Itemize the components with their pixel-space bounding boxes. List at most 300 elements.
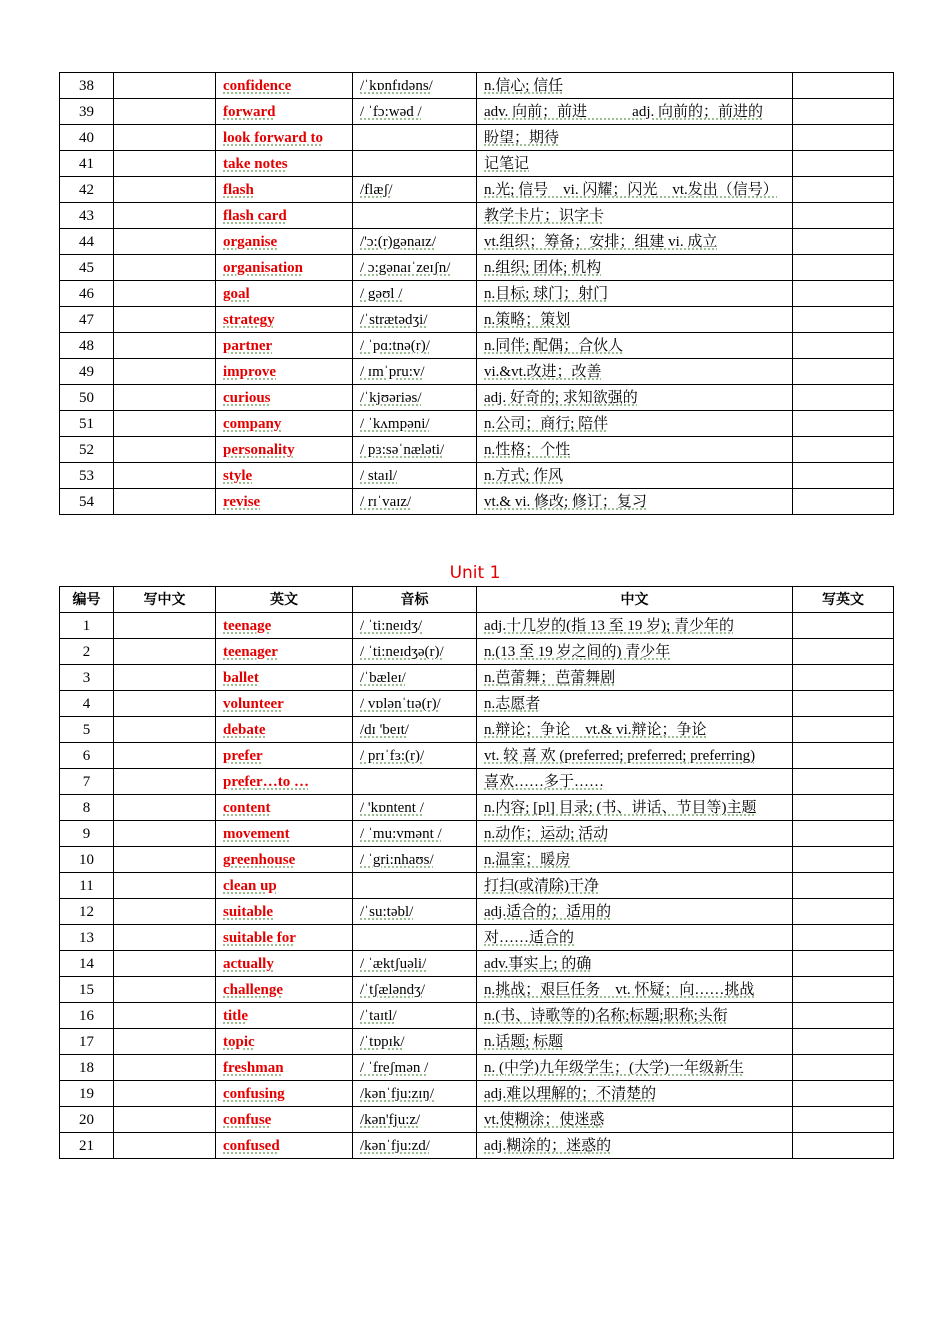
phonetic: [353, 847, 477, 873]
english-word: [216, 255, 353, 281]
english-word-text: challenge: [223, 982, 283, 998]
write-chinese-cell: [114, 769, 216, 795]
chinese-meaning-text: adj.糊涂的；迷惑的: [484, 1138, 612, 1154]
phonetic: [353, 411, 477, 437]
english-word: [216, 307, 353, 333]
english-word: [216, 359, 353, 385]
write-chinese-cell: [114, 847, 216, 873]
row-number: 53: [60, 463, 114, 489]
row-number: 52: [60, 437, 114, 463]
write-chinese-cell: [114, 411, 216, 437]
english-word-text: look forward to: [223, 130, 323, 146]
chinese-meaning: [477, 177, 793, 203]
chinese-meaning: [477, 743, 793, 769]
english-word: [216, 1055, 353, 1081]
write-english-cell: [793, 151, 894, 177]
row-number: 6: [60, 743, 114, 769]
chinese-meaning-text: 记笔记: [484, 156, 530, 172]
english-word-text: organise: [223, 234, 278, 250]
chinese-meaning: [477, 333, 793, 359]
table-row: [60, 769, 894, 795]
phonetic-text: / ˈfreʃmən /: [360, 1060, 429, 1076]
row-number: 17: [60, 1029, 114, 1055]
table-row: [60, 665, 894, 691]
chinese-meaning: [477, 925, 793, 951]
header-phonetic: 音标: [353, 587, 477, 613]
chinese-meaning: [477, 847, 793, 873]
phonetic-text: /ˈbæleɪ/: [360, 670, 406, 686]
chinese-meaning: [477, 821, 793, 847]
phonetic-text: /ˈtaɪtl/: [360, 1008, 397, 1024]
write-chinese-cell: [114, 203, 216, 229]
row-number: 47: [60, 307, 114, 333]
chinese-meaning: [477, 795, 793, 821]
english-word-text: greenhouse: [223, 852, 296, 868]
chinese-meaning: [477, 951, 793, 977]
table-row: [60, 151, 894, 177]
write-english-cell: [793, 899, 894, 925]
chinese-meaning-text: vt.组织；筹备；安排；组建 vi. 成立: [484, 234, 718, 250]
phonetic: [353, 73, 477, 99]
english-word: [216, 203, 353, 229]
write-english-cell: [793, 489, 894, 515]
chinese-meaning-text: adv. 向前；前进 adj. 向前的；前进的: [484, 104, 764, 120]
write-chinese-cell: [114, 743, 216, 769]
english-word-text: teenage: [223, 618, 272, 634]
row-number: 38: [60, 73, 114, 99]
chinese-meaning-text: n.信心; 信任: [484, 78, 564, 94]
english-word-text: company: [223, 416, 282, 432]
vocab-table-continued: [59, 72, 894, 515]
chinese-meaning: [477, 1055, 793, 1081]
row-number: 49: [60, 359, 114, 385]
table-row: [60, 255, 894, 281]
row-number: 7: [60, 769, 114, 795]
english-word-text: freshman: [223, 1060, 284, 1076]
chinese-meaning-text: n.话题; 标题: [484, 1034, 564, 1050]
chinese-meaning: [477, 203, 793, 229]
phonetic: [353, 1003, 477, 1029]
write-english-cell: [793, 821, 894, 847]
chinese-meaning-text: n.温室；暖房: [484, 852, 571, 868]
write-english-cell: [793, 203, 894, 229]
write-chinese-cell: [114, 665, 216, 691]
english-word-text: clean up: [223, 878, 277, 894]
english-word: [216, 691, 353, 717]
table-row: [60, 1055, 894, 1081]
english-word: [216, 717, 353, 743]
chinese-meaning: [477, 151, 793, 177]
english-word: [216, 99, 353, 125]
write-chinese-cell: [114, 795, 216, 821]
table-row: [60, 333, 894, 359]
write-chinese-cell: [114, 1107, 216, 1133]
phonetic-text: / prɪˈfɜ:(r)/: [360, 748, 425, 764]
write-english-cell: [793, 333, 894, 359]
english-word: [216, 951, 353, 977]
phonetic: [353, 1055, 477, 1081]
english-word: [216, 639, 353, 665]
row-number: 50: [60, 385, 114, 411]
english-word: [216, 821, 353, 847]
row-number: 9: [60, 821, 114, 847]
write-chinese-cell: [114, 873, 216, 899]
phonetic: [353, 203, 477, 229]
write-chinese-cell: [114, 1081, 216, 1107]
table-row: [60, 951, 894, 977]
table-row: [60, 1029, 894, 1055]
write-chinese-cell: [114, 1003, 216, 1029]
english-word-text: teenager: [223, 644, 278, 660]
chinese-meaning-text: n.组织; 团体; 机构: [484, 260, 602, 276]
write-chinese-cell: [114, 489, 216, 515]
table-row: [60, 125, 894, 151]
english-word: [216, 847, 353, 873]
table-row: [60, 977, 894, 1003]
table-row: [60, 177, 894, 203]
chinese-meaning-text: n.芭蕾舞；芭蕾舞剧: [484, 670, 616, 686]
write-chinese-cell: [114, 899, 216, 925]
write-chinese-cell: [114, 281, 216, 307]
english-word-text: confusing: [223, 1086, 285, 1102]
write-english-cell: [793, 281, 894, 307]
phonetic-text: / ˈti:neɪdʒ/: [360, 618, 423, 634]
english-word-text: title: [223, 1008, 248, 1024]
chinese-meaning-text: vt. 较 喜 欢 (preferred; preferred; preferring): [484, 748, 756, 764]
english-word: [216, 899, 353, 925]
write-english-cell: [793, 99, 894, 125]
chinese-meaning-text: n.挑战；艰巨任务 vt. 怀疑；向……挑战: [484, 982, 755, 998]
phonetic-text: / ˈkʌmpəni/: [360, 416, 430, 432]
phonetic-text: /ˈsu:təbl/: [360, 904, 414, 920]
phonetic-text: /ˈtɒpɪk/: [360, 1034, 405, 1050]
write-chinese-cell: [114, 359, 216, 385]
chinese-meaning-text: n.目标; 球门；射门: [484, 286, 609, 302]
english-word-text: content: [223, 800, 271, 816]
english-word-text: debate: [223, 722, 266, 738]
write-chinese-cell: [114, 639, 216, 665]
row-number: 12: [60, 899, 114, 925]
english-word: [216, 489, 353, 515]
phonetic-text: / ɔ:gənaɪˈzeɪʃn/: [360, 260, 451, 276]
table-row: [60, 821, 894, 847]
write-english-cell: [793, 951, 894, 977]
english-word: [216, 1107, 353, 1133]
english-word-text: organisation: [223, 260, 304, 276]
row-number: 39: [60, 99, 114, 125]
phonetic-text: /ˈtʃæləndʒ/: [360, 982, 425, 998]
english-word: [216, 229, 353, 255]
phonetic: [353, 873, 477, 899]
chinese-meaning-text: n.(书、诗歌等的)名称;标题;职称;头衔: [484, 1008, 728, 1024]
write-english-cell: [793, 639, 894, 665]
write-english-cell: [793, 977, 894, 1003]
english-word: [216, 385, 353, 411]
english-word: [216, 613, 353, 639]
phonetic: [353, 639, 477, 665]
table-row: [60, 463, 894, 489]
chinese-meaning-text: vi.&vt.改进；改善: [484, 364, 602, 380]
chinese-meaning-text: 喜欢……多于……: [484, 774, 605, 790]
english-word-text: take notes: [223, 156, 288, 172]
row-number: 14: [60, 951, 114, 977]
english-word-text: curious: [223, 390, 271, 406]
english-word: [216, 1029, 353, 1055]
phonetic: [353, 359, 477, 385]
write-chinese-cell: [114, 151, 216, 177]
english-word-text: prefer: [223, 748, 263, 764]
chinese-meaning: [477, 411, 793, 437]
english-word: [216, 743, 353, 769]
phonetic: [353, 177, 477, 203]
english-word-text: goal: [223, 286, 250, 302]
english-word-text: forward: [223, 104, 276, 120]
chinese-meaning: [477, 73, 793, 99]
row-number: 11: [60, 873, 114, 899]
chinese-meaning-text: adj. 好奇的; 求知欲强的: [484, 390, 638, 406]
chinese-meaning: [477, 769, 793, 795]
write-english-cell: [793, 437, 894, 463]
phonetic: [353, 951, 477, 977]
phonetic-text: / ˈpɑ:tnə(r)/: [360, 338, 430, 354]
english-word-text: movement: [223, 826, 290, 842]
phonetic-text: / vɒlənˈtɪə(r)/: [360, 696, 441, 712]
english-word-text: volunteer: [223, 696, 284, 712]
chinese-meaning-text: n.辩论；争论 vt.& vi.辩论；争论: [484, 722, 707, 738]
write-chinese-cell: [114, 73, 216, 99]
table-row: [60, 1081, 894, 1107]
vocab-rows-top: [60, 73, 894, 515]
chinese-meaning: [477, 873, 793, 899]
phonetic-text: / rɪˈvaɪz/: [360, 494, 412, 510]
phonetic: [353, 1133, 477, 1159]
row-number: 20: [60, 1107, 114, 1133]
write-english-cell: [793, 385, 894, 411]
chinese-meaning-text: n.同伴; 配偶；合伙人: [484, 338, 624, 354]
row-number: 18: [60, 1055, 114, 1081]
write-english-cell: [793, 125, 894, 151]
write-chinese-cell: [114, 925, 216, 951]
table-row: [60, 385, 894, 411]
row-number: 41: [60, 151, 114, 177]
phonetic-text: / ɪmˈpru:v/: [360, 364, 425, 380]
table-row: [60, 359, 894, 385]
header-row: [60, 587, 894, 613]
english-word-text: personality: [223, 442, 295, 458]
chinese-meaning: [477, 691, 793, 717]
row-number: 44: [60, 229, 114, 255]
chinese-meaning-text: n.性格；个性: [484, 442, 571, 458]
chinese-meaning: [477, 229, 793, 255]
write-chinese-cell: [114, 613, 216, 639]
english-word-text: topic: [223, 1034, 255, 1050]
phonetic: [353, 463, 477, 489]
row-number: 40: [60, 125, 114, 151]
chinese-meaning-text: 打扫(或清除)干净: [484, 878, 599, 894]
phonetic: [353, 691, 477, 717]
chinese-meaning: [477, 1029, 793, 1055]
write-english-cell: [793, 1133, 894, 1159]
english-word-text: actually: [223, 956, 274, 972]
chinese-meaning-text: n.策略；策划: [484, 312, 571, 328]
row-number: 48: [60, 333, 114, 359]
write-english-cell: [793, 1081, 894, 1107]
phonetic-text: /kənˈfju:zɪŋ/: [360, 1086, 435, 1102]
vocab-rows-unit1: [60, 613, 894, 1159]
english-word: [216, 333, 353, 359]
english-word: [216, 795, 353, 821]
write-english-cell: [793, 769, 894, 795]
phonetic: [353, 1107, 477, 1133]
english-word-text: confidence: [223, 78, 292, 94]
write-english-cell: [793, 359, 894, 385]
header-chinese: 中文: [477, 587, 793, 613]
phonetic: [353, 977, 477, 1003]
row-number: 21: [60, 1133, 114, 1159]
row-number: 8: [60, 795, 114, 821]
table-row: [60, 691, 894, 717]
row-number: 43: [60, 203, 114, 229]
chinese-meaning: [477, 99, 793, 125]
chinese-meaning: [477, 255, 793, 281]
chinese-meaning: [477, 1081, 793, 1107]
phonetic: [353, 125, 477, 151]
write-chinese-cell: [114, 463, 216, 489]
chinese-meaning-text: n.光; 信号 vi. 闪耀；闪光 vt.发出（信号）: [484, 182, 778, 198]
phonetic: [353, 1081, 477, 1107]
english-word: [216, 73, 353, 99]
write-chinese-cell: [114, 1055, 216, 1081]
chinese-meaning-text: 盼望；期待: [484, 130, 560, 146]
phonetic-text: / ˈæktʃuəli/: [360, 956, 427, 972]
write-english-cell: [793, 691, 894, 717]
write-chinese-cell: [114, 821, 216, 847]
table-row: [60, 73, 894, 99]
phonetic-text: / staɪl/: [360, 468, 398, 484]
phonetic-text: /'ɔ:(r)gənaɪz/: [360, 234, 436, 250]
english-word-text: style: [223, 468, 253, 484]
phonetic: [353, 229, 477, 255]
phonetic: [353, 795, 477, 821]
english-word-text: suitable: [223, 904, 274, 920]
write-english-cell: [793, 1055, 894, 1081]
chinese-meaning: [477, 665, 793, 691]
write-chinese-cell: [114, 177, 216, 203]
english-word: [216, 437, 353, 463]
write-chinese-cell: [114, 1133, 216, 1159]
table-row: [60, 99, 894, 125]
english-word-text: ballet: [223, 670, 259, 686]
chinese-meaning: [477, 613, 793, 639]
english-word-text: confused: [223, 1138, 280, 1154]
row-number: 2: [60, 639, 114, 665]
write-english-cell: [793, 665, 894, 691]
chinese-meaning: [477, 385, 793, 411]
table-row: [60, 873, 894, 899]
table-row: [60, 229, 894, 255]
phonetic: [353, 899, 477, 925]
chinese-meaning-text: n.志愿者: [484, 696, 541, 712]
table-row: [60, 1003, 894, 1029]
chinese-meaning: [477, 717, 793, 743]
write-chinese-cell: [114, 951, 216, 977]
phonetic: [353, 489, 477, 515]
english-word: [216, 925, 353, 951]
phonetic: [353, 613, 477, 639]
phonetic: [353, 99, 477, 125]
table-row: [60, 847, 894, 873]
chinese-meaning: [477, 463, 793, 489]
write-english-cell: [793, 613, 894, 639]
chinese-meaning-text: vt.使糊涂；使迷惑: [484, 1112, 605, 1128]
table-row: [60, 743, 894, 769]
english-word: [216, 1133, 353, 1159]
chinese-meaning-text: n.方式; 作风: [484, 468, 564, 484]
chinese-meaning-text: adj.适合的；适用的: [484, 904, 612, 920]
phonetic-text: / ˈgri:nhaʊs/: [360, 852, 434, 868]
row-number: 46: [60, 281, 114, 307]
english-word: [216, 1003, 353, 1029]
write-english-cell: [793, 925, 894, 951]
row-number: 10: [60, 847, 114, 873]
english-word-text: suitable for: [223, 930, 296, 946]
write-english-cell: [793, 743, 894, 769]
write-english-cell: [793, 255, 894, 281]
write-chinese-cell: [114, 229, 216, 255]
write-chinese-cell: [114, 691, 216, 717]
row-number: 16: [60, 1003, 114, 1029]
english-word-text: revise: [223, 494, 261, 510]
english-word: [216, 125, 353, 151]
write-english-cell: [793, 411, 894, 437]
write-chinese-cell: [114, 255, 216, 281]
row-number: 54: [60, 489, 114, 515]
row-number: 3: [60, 665, 114, 691]
chinese-meaning: [477, 639, 793, 665]
chinese-meaning-text: n.内容; [pl] 目录; (书、讲话、节目等)主题: [484, 800, 757, 816]
phonetic-text: /dɪ 'beɪt/: [360, 722, 409, 738]
chinese-meaning: [477, 1133, 793, 1159]
write-english-cell: [793, 1003, 894, 1029]
chinese-meaning: [477, 125, 793, 151]
row-number: 13: [60, 925, 114, 951]
phonetic: [353, 717, 477, 743]
write-english-cell: [793, 1029, 894, 1055]
phonetic: [353, 821, 477, 847]
phonetic: [353, 385, 477, 411]
table-row: [60, 203, 894, 229]
phonetic: [353, 769, 477, 795]
write-chinese-cell: [114, 125, 216, 151]
chinese-meaning-text: n. (中学)九年级学生；(大学)一年级新生: [484, 1060, 744, 1076]
header-no: 编号: [60, 587, 114, 613]
write-chinese-cell: [114, 977, 216, 1003]
chinese-meaning: [477, 359, 793, 385]
write-english-cell: [793, 463, 894, 489]
write-chinese-cell: [114, 307, 216, 333]
write-english-cell: [793, 1107, 894, 1133]
table-row: [60, 1107, 894, 1133]
chinese-meaning: [477, 437, 793, 463]
chinese-meaning: [477, 281, 793, 307]
header-write-english: 写英文: [793, 587, 894, 613]
table-row: [60, 1133, 894, 1159]
write-chinese-cell: [114, 437, 216, 463]
phonetic-text: /ˈkjʊəriəs/: [360, 390, 422, 406]
row-number: 45: [60, 255, 114, 281]
write-chinese-cell: [114, 385, 216, 411]
english-word: [216, 463, 353, 489]
